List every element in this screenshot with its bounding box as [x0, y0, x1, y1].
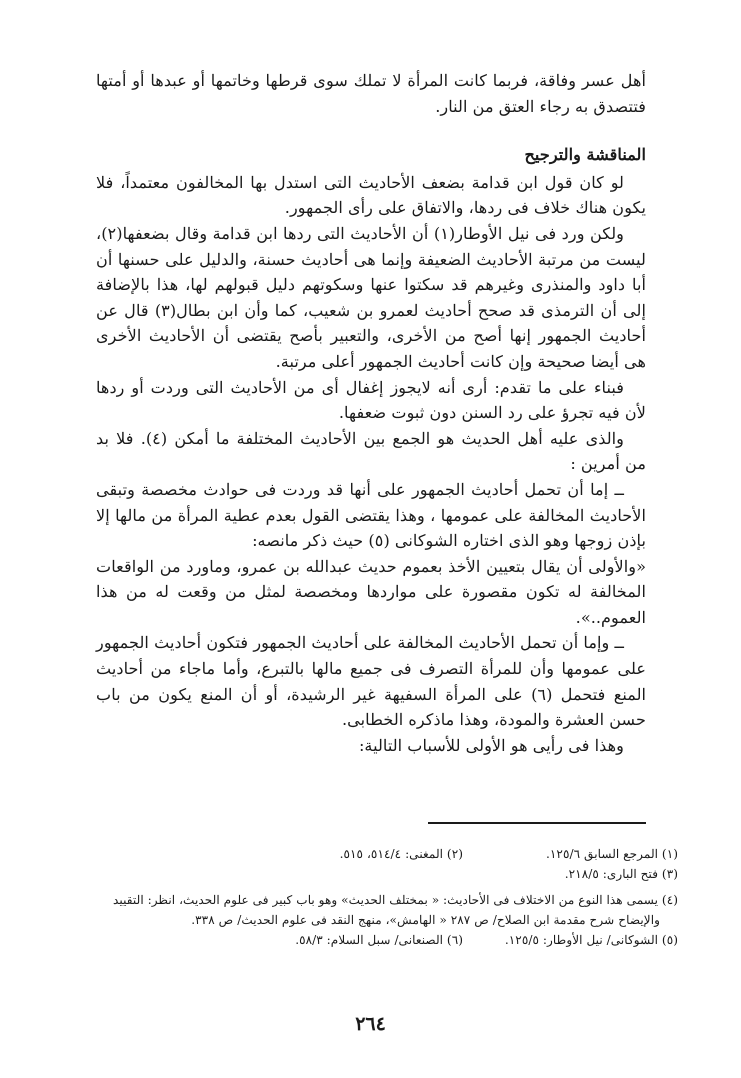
page-number: ٢٦٤ [355, 1013, 386, 1035]
footnote-row [190, 864, 678, 884]
section-heading: المناقشة والترجيح [524, 145, 646, 165]
paragraph: ــ إما أن تحمل أحاديث الجمهور على أنها قد وردت فى حوادث مخصصة وتبقى الأحاديث المخالفة على عمومها ، وهذا يقتضى القول بعدم عطية المرأة من مالها إلا بإذن زوجها وهو الذى اختاره الشوكانى (٥) حيث ذكر مانصه: [96, 479, 646, 551]
footnote-separator [428, 822, 646, 824]
footnote-5: (٥) الشوكانى/ نيل الأوطار: ١٢٥/٥. [504, 933, 678, 947]
footnote-6: (٦) الصنعانى/ سبل السلام: ٥٨/٣. [295, 933, 463, 947]
footnote-4-continued: والإيضاح شرح مقدمة ابن الصلاح/ ص ٢٨٧ « الهامش»، منهج النقد فى علوم الحديث/ ص ٣٣٨. [191, 913, 660, 927]
footnote-row [190, 930, 678, 950]
footnote-row [190, 844, 678, 864]
footnote-2: (٢) المغنى: ٥١٤/٤، ٥١٥. [339, 847, 463, 861]
footnotes [113, 844, 678, 950]
footnote-row [113, 890, 678, 910]
footnote-1: (١) المرجع السابق ١٢٥/٦. [546, 847, 678, 861]
main-text [96, 68, 646, 758]
paragraph: والذى عليه أهل الحديث هو الجمع بين الأحاديث المختلفة ما أمكن (٤). فلا بد من أمرين : [96, 428, 646, 474]
paragraph: وهذا فى رأيى هو الأولى للأسباب التالية: [358, 735, 624, 755]
paragraph-continued: أهل عسر وفاقة، فربما كانت المرأة لا تملك سوى قرطها وخاتمها أو عبدها أو أمتها فتتصدق به رجاء العتق من النار. [96, 71, 646, 116]
footnote-3: (٣) فتح البارى: ٢١٨/٥. [564, 867, 678, 881]
paragraph: فبناء على ما تقدم: أرى أنه لايجوز إغفال أى من الأحاديث التى وردت أو ردها لأن فيه تجرؤ على رد السنن دون ثبوت ضعفها. [96, 377, 646, 423]
paragraph: ولكن ورد فى نيل الأوطار(١) أن الأحاديث التى ردها ابن قدامة وقال بضعفها(٢)، ليست من مرتبة الأحاديث الضعيفة وإنما هى أحاديث حسنة، والدليل على حسنها أن أبا داود والمنذرى وغيرهم قد سكتوا عنها وسكوتهم دليل قبولهم لها، هذا بالإضافة إلى أن الترمذى قد صحح أحاديث لعمرو بن شعيب، كما وأن ابن بطال(٣) قال عن أحاديث الجمهور إنها أصح من الأخرى، والتعبير بأصح يقتضى أن الأحاديث الأخرى هى أيضا صحيحة وإن كانت أحاديث الجمهور أعلى مرتبة. [96, 223, 646, 371]
footnote-4: (٤) يسمى هذا النوع من الاختلاف فى الأحاديث: « بمختلف الحديث» وهو باب كبير فى علوم الحديث، انظر: التقييد [113, 893, 678, 907]
paragraph: ــ وإما أن تحمل الأحاديث المخالفة على أحاديث الجمهور فتكون أحاديث الجمهور على عمومها وأن للمرأة التصرف فى جميع مالها بالتبرع، وأما ماجاء من أحاديث المنع فتحمل (٦) على المرأة السفيهة غير الرشيدة، أو أن المنع يكون من باب حسن العشرة والمودة، وهذا ماذكره الخطابى. [96, 633, 646, 730]
quotation: «والأولى أن يقال بتعيين الأخذ بعموم حديث عبدالله بن عمرو، وماورد من الواقعات المخالفة له تكون مقصورة على مواردها ومخصصة لمثل من وقعت له من هذا العموم..». [96, 556, 646, 627]
paragraph: لو كان قول ابن قدامة بضعف الأحاديث التى استدل بها المخالفون معتمداً، فلا يكون هناك خلاف فى ردها، والاتفاق على رأى الجمهور. [96, 172, 646, 218]
